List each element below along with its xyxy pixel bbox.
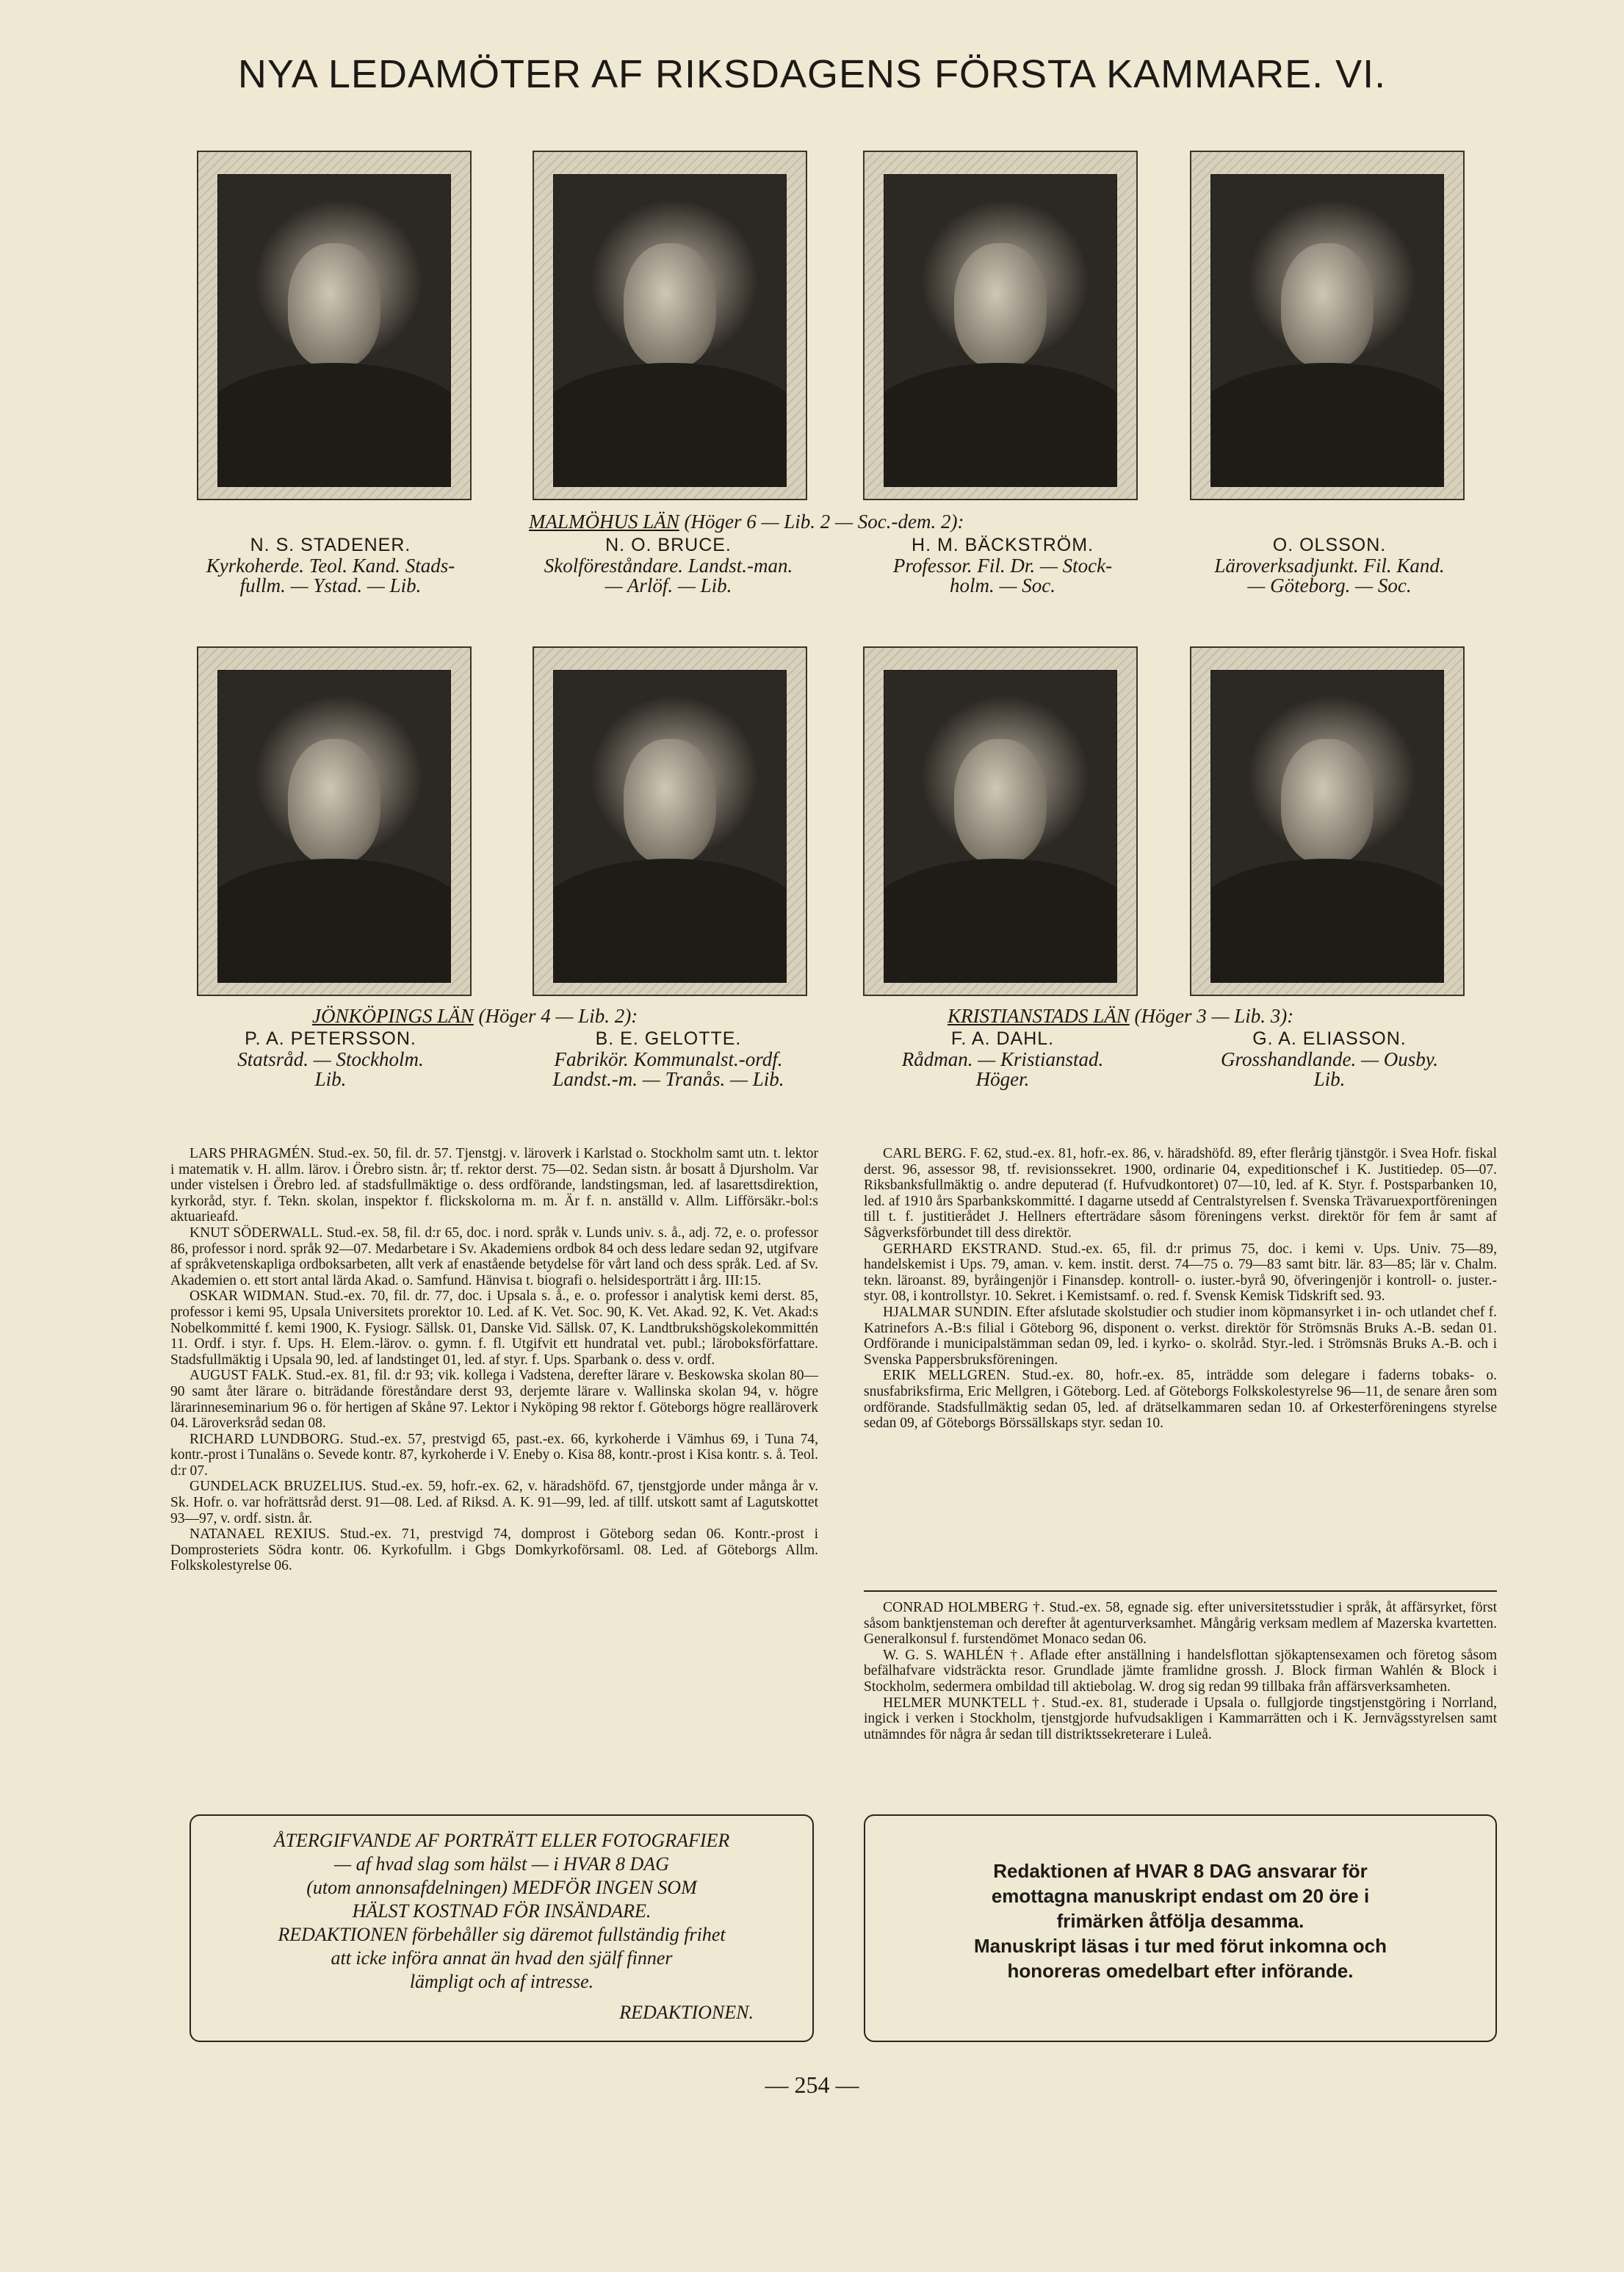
portrait-stadener [197, 151, 472, 500]
caption-olsson [1168, 535, 1491, 596]
person-details: Lib. [314, 1068, 347, 1090]
portrait-backstrom [863, 151, 1138, 500]
obituary-paragraph: HELMER MUNKTELL †. Stud.-ex. 81, studerade i Upsala o. fullgjorde tingstjenstgöring i Norrland, ingick i verken i Stockholm, tjenstgjorde hufvudsakligen i Kammarrätten och i K. Jernvägsstyrelsen samt utnämndes för några år sedan till distriktssekreterare i Luleå. [864, 1695, 1497, 1742]
person-title: Skolföreståndare. Landst.-man. [544, 555, 793, 577]
caption-stadener [158, 535, 503, 596]
page-number: — 254 — [765, 2071, 859, 2098]
person-name: O. OLSSON. [1272, 535, 1387, 555]
manuscript-notice-box [864, 1814, 1497, 2042]
caption-gelotte [499, 1028, 837, 1089]
person-title: Professor. Fil. Dr. — Stock- [892, 555, 1113, 577]
notice-signature: REDAKTIONEN. [619, 2002, 754, 2023]
obituary-paragraph: CONRAD HOLMBERG †. Stud.-ex. 58, egnade sig. efter universitetsstudier i språk, åt affärsyrket, först såsom banktjensteman och derefter åt agenturverksamhet. Mångårig verksam medlem af Mazerska kvartetten. Generalkonsul f. furstendömet Monaco sedan 06. [864, 1600, 1497, 1648]
biography-paragraph: AUGUST FALK. Stud.-ex. 81, fil. d:r 93; vik. kollega i Vadstena, derefter lärare v. Beskowska skolan 80—90 samt åter lärare o. biträdande föreståndare derst 93, derjemte lärare v. Wallinska skolan 94, v. högre lärarinneseminarium 96 o. för hertigen af Skåne 97. Lektor i Nyköping 98 rektor f. Göteborgs högre realläroverk 04. Läroverksråd sedan 08. [170, 1368, 818, 1432]
right-column-biographies [864, 1146, 1497, 1432]
person-details: Lib. [1313, 1068, 1346, 1090]
person-name: B. E. GELOTTE. [595, 1028, 742, 1049]
notice-line: emottagna manuskript endast om 20 öre i [991, 1885, 1370, 1907]
group-composition: (Höger 3 — Lib. 3): [1134, 1005, 1294, 1027]
biography-paragraph: HJALMAR SUNDIN. Efter afslutade skolstudier och studier inom köpmansyrket i in- och utlandet chef f. Katrinefors A.-B:s filial i Göteborg 96, disponent o. verkst. direktör för Strömsnäs Bruks A.-B. sedan 01. Ordförande i municipalstämman sedan 09, led. i kyrko- o. skolråd. Styr.-led. i Strömsnäs Bruks A.-B. och i Svenska Pappersbruksföreningen. [864, 1304, 1497, 1368]
biography-paragraph: OSKAR WIDMAN. Stud.-ex. 70, fil. dr. 77, doc. i Upsala s. å., e. o. professor i analytisk kemi derst. 85, professor i kemi 95, Upsala Universitets prorektor 10. Led. af K. Vet. Soc. 90, K. Vet. Akad. 92, K. Vet. Akad:s Nobelkommitté f. kemi 1900, K. Fysiogr. Sällsk. 01, Danske Vid. Sällsk. 07, K. Landtbrukshögskolekommittén 11. Ordf. i styr. f. Ups. H. Elem.-lärov. o. gymn. f. fl. Utgifvit ett hundratal vet. publ.; läroboksförfattare. Stadsfullmäktig i Upsala 90, led. af landstinget 01, led. af styr. f. Ups. Sparbank o. dess v. ordf. [170, 1288, 818, 1368]
biography-paragraph: KNUT SÖDERWALL. Stud.-ex. 58, fil. d:r 65, doc. i nord. språk v. Lunds univ. s. å., adj. 72, e. o. professor 86, professor i nord. språk 92—07. Medarbetare i Sv. Akademiens ordbok 84 och dess ledare sedan 92, utgifvare af språkvetenskapliga ordboksarbeten, allt verk af enastående betydelse för vårt land och dess språk. Led. af Sv. Akademien o. ett stort antal lärda Akad. o. Samfund. Hänvisa t. biografi o. helsidesporträtt i årg. III:15. [170, 1225, 818, 1288]
person-title: Läroverksadjunkt. Fil. Kand. [1214, 555, 1445, 577]
notice-line: — af hvad slag som hälst — i HVAR 8 DAG [334, 1853, 669, 1875]
portrait-bruce [533, 151, 807, 500]
notice-line: ÅTERGIFVANDE AF PORTRÄTT ELLER FOTOGRAFIER [273, 1830, 730, 1851]
left-column-biographies [170, 1146, 818, 1574]
person-title: Kyrkoherde. Teol. Kand. Stads- [206, 555, 455, 577]
biography-paragraph: LARS PHRAGMÉN. Stud.-ex. 50, fil. dr. 57. Tjenstgj. v. läroverk i Karlstad o. Stockholm samt utn. t. lektor i matematik v. H. allm. lärov. i Örebro sistn. år; tf. rektor derst. 75—02. Sedan sistn. år bosatt å Djursholm. Var under vistelsen i Örebro led. af stadsfullmäktige o. dess ordförande, landstingsman, led. af lasarettsdirektion, kyrkoråd, styr. f. Tekn. skolan, inspektor f. flickskolorna m. m. Är f. n. anställd v. Allm. Lifförsäkr.-bol:s aktuarieafd. [170, 1146, 818, 1225]
person-name: H. M. BÄCKSTRÖM. [912, 535, 1094, 555]
portrait-olsson [1190, 151, 1465, 500]
biography-paragraph: CARL BERG. F. 62, stud.-ex. 81, hofr.-ex. 86, v. häradshöfd. 89, efter flerårig tjänstgör. i Svea Hofr. fiskal derst. 96, assessor 98, tf. revisionssekret. 1900, ordinarie 04, expeditionschef i K. Justitiedep. 05—07. Riksbanksfullmäktig o. andre deputerad (f. Hufvudkontoret) 07—10, led. af K. Styr. f. Postsparbanken 10, led. af 1910 års Sparbankskommitté. I dagarne utsedd af Centralstyrelsen f. Svenska Trävaruexportföreningen till t. f. justitierådet J. Hellners efterträdare såsom föreningens verkst. direktör för fem år samt af Sågverksförbundet till dess direktör. [864, 1146, 1497, 1241]
notice-line: HÄLST KOSTNAD FÖR INSÄNDARE. [352, 1900, 652, 1922]
obituary-notices [864, 1600, 1497, 1742]
page-title: NYA LEDAMÖTER AF RIKSDAGENS FÖRSTA KAMMARE. VI. [237, 52, 1387, 96]
portrait-gelotte [533, 646, 807, 996]
person-title: Rådman. — Kristianstad. [901, 1048, 1104, 1070]
group-name: KRISTIANSTADS LÄN [948, 1005, 1130, 1027]
notice-line: Manuskript läsas i tur med förut inkomna och [974, 1935, 1387, 1957]
caption-eliasson [1168, 1028, 1491, 1089]
group-heading-kristianstad [948, 1005, 1293, 1028]
person-name: G. A. ELIASSON. [1252, 1028, 1407, 1049]
group-heading-malmohus [529, 511, 964, 533]
biography-paragraph: GUNDELACK BRUZELIUS. Stud.-ex. 59, hofr.-ex. 62, v. häradshöfd. 67, tjenstgjorde under många år v. Sk. Hofr. o. var hofrättsråd derst. 91—08. Led. af Riksd. A. K. 91—99, led. af tillf. utskott samt af Lagutskottet 93—97, v. ordf. sistn. år. [170, 1479, 818, 1526]
portrait-petersson [197, 646, 472, 996]
notice-line: att icke införa annat än hvad den själf finner [331, 1947, 673, 1969]
obituary-paragraph: W. G. S. WAHLÉN †. Aflade efter anställning i handelsflottan sjökaptensexamen och företog såsom befälhafvare vidsträckta resor. Grundlade jämte framlidne grossh. J. Block firman Wahlén & Block i Stockholm, sedermera ombildad till aktiebolag. W. drog sig redan 99 tillbaka från affärsverksamheten. [864, 1647, 1497, 1695]
notice-line: REDAKTIONEN förbehåller sig däremot fullständig frihet [278, 1924, 726, 1945]
notice-line: frimärken åtfölja desamma. [1056, 1910, 1304, 1932]
notice-line: Redaktionen af HVAR 8 DAG ansvarar för [993, 1860, 1368, 1882]
portrait-dahl [863, 646, 1138, 996]
person-title: Grosshandlande. — Ousby. [1220, 1048, 1438, 1070]
group-heading-jonkoping [312, 1005, 638, 1028]
group-composition: (Höger 6 — Lib. 2 — Soc.-dem. 2): [684, 511, 964, 533]
notice-line: (utom annonsafdelningen) MEDFÖR INGEN SOM [306, 1877, 697, 1898]
group-name: JÖNKÖPINGS LÄN [312, 1005, 474, 1027]
caption-petersson [176, 1028, 485, 1089]
caption-dahl [837, 1028, 1168, 1089]
person-details: fullm. — Ystad. — Lib. [239, 574, 422, 596]
notice-line: honoreras omedelbart efter införande. [1007, 1960, 1354, 1982]
person-name: P. A. PETERSSON. [245, 1028, 416, 1049]
biography-paragraph: NATANAEL REXIUS. Stud.-ex. 71, prestvigd 74, domprost i Göteborg sedan 06. Kontr.-prost i Domprosteriets Södra kontr. 06. Kyrkofullm. i Gbgs Domkyrkoförsaml. 08. Led. af Göteborgs Allm. Folkskolestyrelse 06. [170, 1526, 818, 1574]
biography-paragraph: GERHARD EKSTRAND. Stud.-ex. 65, fil. d:r primus 75, doc. i kemi v. Ups. Univ. 75—89, handelskemist i Ups. 79, aman. v. kem. instit. derst. 74—75 o. 79—83 samt bitr. lär. 83—85; lär v. Chalm. tekn. läroanst. 89, byråingenjör i Finansdep. kontroll- o. iuster.-byrå 90, öfveringenjör i kontroll- o. juster.-styr. 08, i kontrollstyr. 10. Sekret. i Kemistsamf. o. red. f. Svensk Kemisk Tidskrift sed. 93. [864, 1241, 1497, 1305]
group-name: MALMÖHUS LÄN [529, 511, 679, 533]
biography-paragraph: ERIK MELLGREN. Stud.-ex. 80, hofr.-ex. 85, inträdde som delegare i faderns tobaks- o. snusfabriksfirma, Eric Mellgren, i Göteborg. Led. af Göteborgs Folkskolestyrelse 96—11, de senare åren som ordförande. Stadsfullmäktig sedan 05, led. af drätselkammaren sedan 10. af Orkesterföreningens styrelse sedan 09, af Göteborgs Börssällskaps styr. sedan 10. [864, 1368, 1497, 1432]
person-details: Landst.-m. — Tranås. — Lib. [552, 1068, 784, 1090]
group-composition: (Höger 4 — Lib. 2): [478, 1005, 638, 1027]
person-details: holm. — Soc. [950, 574, 1055, 596]
person-name: N. S. STADENER. [250, 535, 411, 555]
person-details: — Göteborg. — Soc. [1247, 574, 1412, 596]
person-details: — Arlöf. — Lib. [605, 574, 732, 596]
reproduction-notice-box [190, 1814, 814, 2042]
caption-bruce [499, 535, 837, 596]
person-title: Statsråd. — Stockholm. [237, 1048, 424, 1070]
caption-backstrom [837, 535, 1168, 596]
portrait-eliasson [1190, 646, 1465, 996]
biography-paragraph: RICHARD LUNDBORG. Stud.-ex. 57, prestvigd 65, past.-ex. 66, kyrkoherde i Vämhus 69, i Tuna 74, kontr.-prost i Tunaläns o. Sevede kontr. 87, kyrkoherde i V. Eneby o. Kisa 88, kontr.-prost i Kisa kontr. s. å. Teol. d:r 07. [170, 1431, 818, 1479]
section-divider [864, 1590, 1497, 1592]
person-name: F. A. DAHL. [950, 1028, 1055, 1049]
person-name: N. O. BRUCE. [605, 535, 732, 555]
person-title: Fabrikör. Kommunalst.-ordf. [554, 1048, 783, 1070]
person-details: Höger. [975, 1068, 1030, 1090]
notice-line: lämpligt och af intresse. [409, 1971, 594, 1992]
